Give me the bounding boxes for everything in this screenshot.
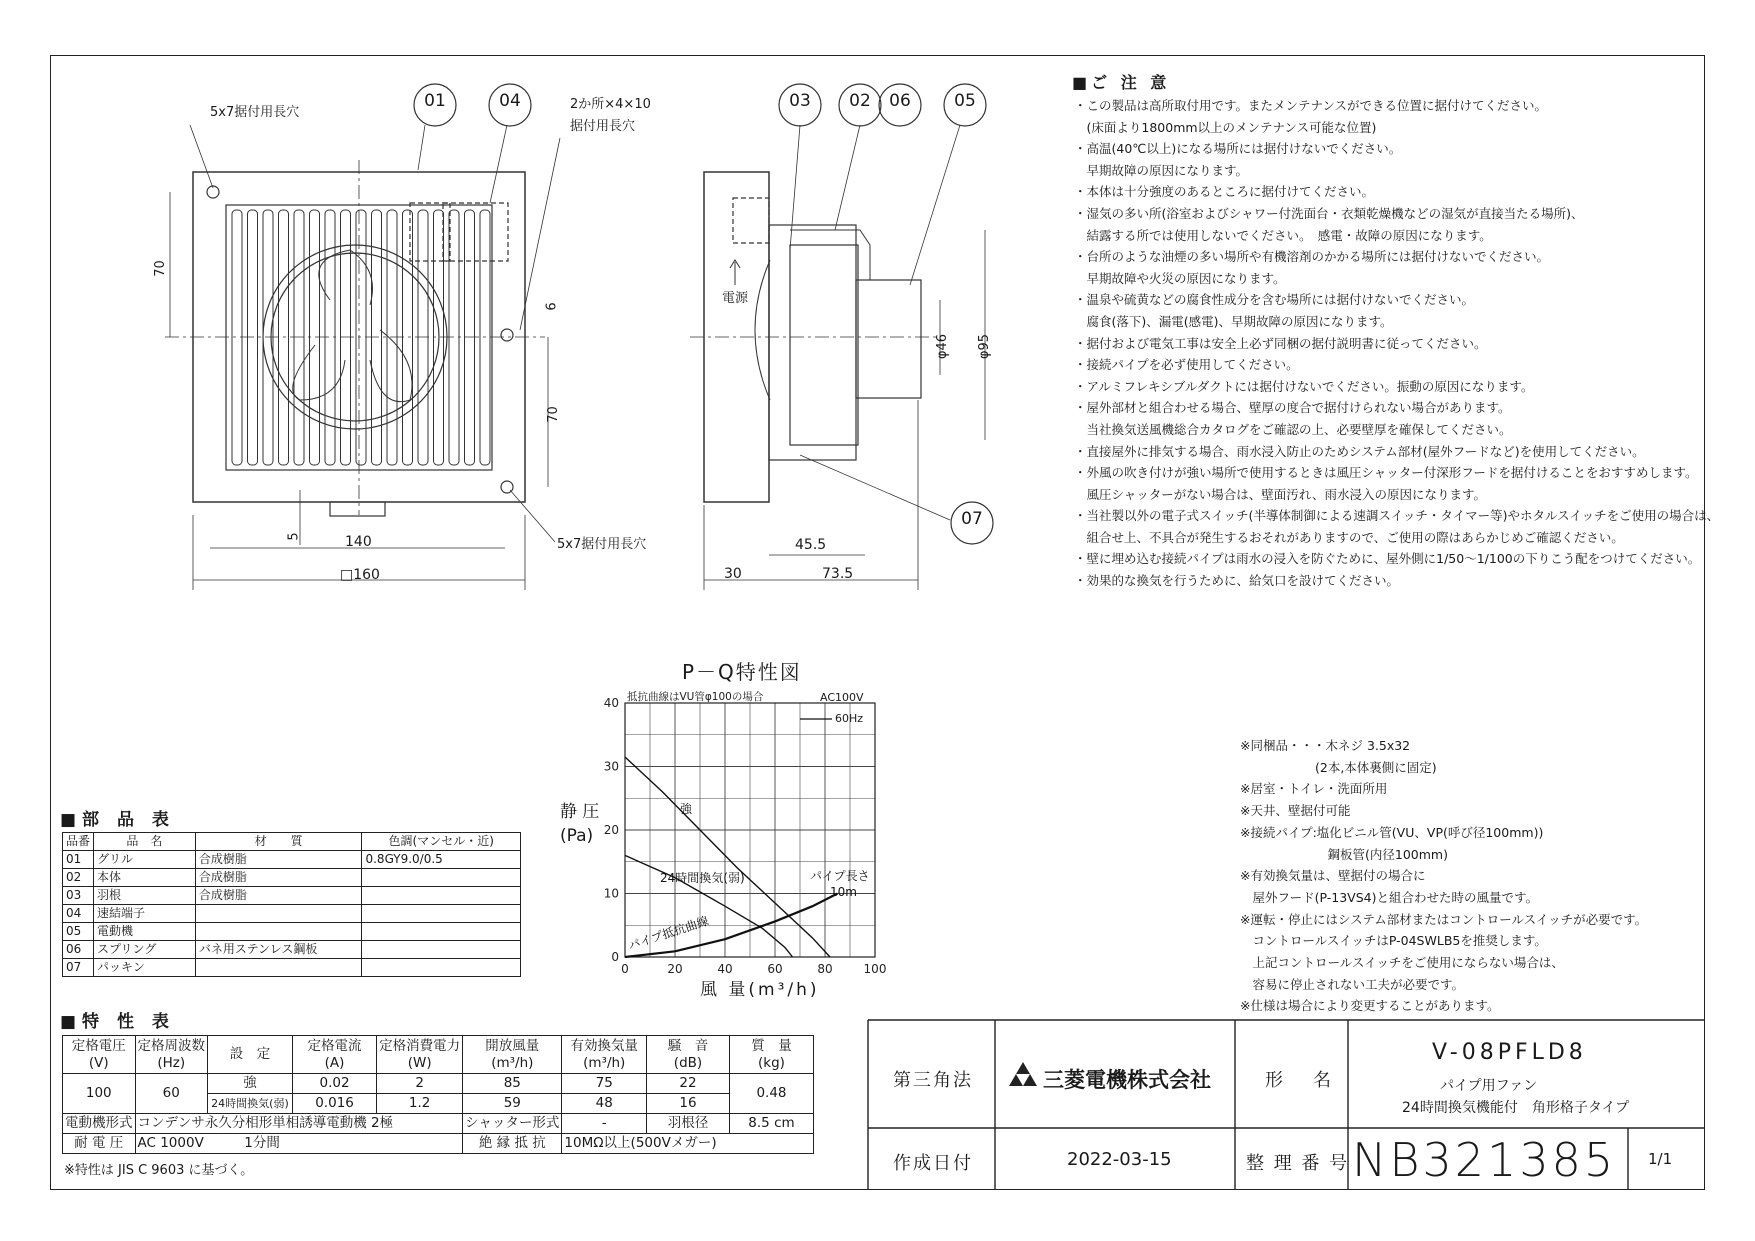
parts-cell: グリル	[94, 851, 196, 869]
x-tick-label: 0	[621, 962, 629, 976]
parts-cell: 02	[63, 869, 94, 887]
shutter-label: シャッター形式	[463, 1114, 562, 1134]
parts-cell: 04	[63, 905, 94, 923]
note-line: ※同梱品・・・木ネジ 3.5x32	[1240, 738, 1411, 753]
h-setting: 設 定	[208, 1036, 293, 1074]
parts-header-cell: 品 名	[94, 833, 196, 851]
caution-line: ・接続パイプを必ず使用してください。	[1074, 357, 1299, 373]
caution-line: ・外風の吹き付けが強い場所で使用するときは風圧シャッター付深形フードを据付けることをおすすめします。	[1074, 465, 1698, 481]
caution-line: ・アルミフレキシブルダクトには据付けないでください。振動の原因になります。	[1074, 378, 1534, 394]
parts-cell: 05	[63, 923, 94, 941]
dim-45-5: 45.5	[795, 537, 827, 553]
page-number: 1/1	[1648, 1150, 1673, 1168]
blade-label: 羽根径	[647, 1114, 730, 1134]
note-line: ※仕様は場合により変更することがあります。	[1240, 998, 1500, 1014]
annotation-label: 10m	[830, 885, 857, 899]
h-mass: 質 量 (kg)	[729, 1036, 813, 1074]
y-tick-label: 30	[603, 759, 619, 774]
note-line: コントロールスイッチはP-04SWLB5を推奨します。	[1240, 933, 1547, 949]
parts-cell: 合成樹脂	[195, 851, 362, 869]
open-strong: 85	[463, 1074, 562, 1094]
note-line: (2本,本体裏側に固定)	[1240, 759, 1437, 775]
h-freq: 定格周波数 (Hz)	[135, 1036, 208, 1074]
parts-cell: 合成樹脂	[195, 869, 362, 887]
insulation-label: 絶 縁 抵 抗	[463, 1134, 562, 1154]
open-weak: 59	[463, 1094, 562, 1114]
parts-cell: 本体	[94, 869, 196, 887]
caution-line: ・当社製以外の電子式スイッチ(半導体制御による速調スイッチ・タイマー等)やホタルスイッチをご使用の場合は、	[1074, 508, 1720, 524]
eff-weak: 48	[562, 1094, 647, 1114]
series-label: パイプ抵抗曲線	[626, 913, 711, 953]
current-strong: 0.02	[292, 1074, 376, 1094]
dim-phi95: φ95	[977, 333, 993, 360]
parts-header-cell: 品番	[63, 833, 94, 851]
dim-160: □160	[340, 567, 380, 583]
parts-cell: 0.8GY9.0/0.5	[362, 851, 521, 869]
y-tick-label: 10	[603, 886, 619, 901]
parts-cell: 合成樹脂	[195, 887, 362, 905]
parts-cell: 07	[63, 959, 94, 977]
caution-line: 早期故障の原因になります。	[1074, 162, 1249, 178]
h-current: 定格電流 (A)	[292, 1036, 376, 1074]
h-eff: 有効換気量 (m³/h)	[562, 1036, 647, 1074]
hole-label: 2か所×4×10	[570, 97, 651, 112]
y-tick-label: 0	[611, 950, 619, 964]
annotation-label: パイプ長さ	[810, 869, 870, 883]
caution-line: ・効果的な換気を行うために、給気口を設けてください。	[1074, 573, 1400, 589]
caution-line: 組合せ上、不具合が発生するおそれがありますので、ご使用の際はあらかじめご確認ください。	[1074, 529, 1624, 545]
h-open: 開放風量 (m³/h)	[463, 1036, 562, 1074]
callout-07: 07	[961, 509, 983, 529]
chart-note: 抵抗曲線はVU管φ100の場合	[627, 691, 764, 703]
caution-line: 風圧シャッターがない場合は、壁面汚れ、雨水浸入の原因になります。	[1074, 486, 1487, 502]
parts-cell: パッキン	[94, 959, 196, 977]
caution-line: ・湿気の多い所(浴室およびシャワー付洗面台・衣類乾燥機などの湿気が直接当たる場所)、	[1074, 205, 1584, 221]
parts-cell: 03	[63, 887, 94, 905]
dim-5: 5	[286, 532, 302, 541]
dim-73-5: 73.5	[822, 566, 854, 582]
callout-04: 04	[499, 91, 521, 111]
note-line: 上記コントロールスイッチをご使用にならない場合は、	[1240, 955, 1564, 971]
parts-cell: 06	[63, 941, 94, 959]
chart-title: P－Q特性図	[682, 660, 802, 684]
x-tick-label: 40	[717, 962, 733, 976]
note-line: 容易に停止されない工夫が必要です。	[1240, 976, 1465, 992]
note-line: ※居室・トイレ・洗面所用	[1240, 781, 1388, 797]
noise-weak: 16	[647, 1094, 730, 1114]
withstand-label: 耐 電 圧	[63, 1134, 136, 1154]
caution-line: (床面より1800mm以上のメンテナンス可能な位置)	[1074, 119, 1377, 135]
note-line: 屋外フード(P-13VS4)と組合わせた時の風量です。	[1240, 889, 1538, 905]
chart-ylabel: 静 圧 (Pa)	[560, 802, 600, 846]
blade-value: 8.5 cm	[729, 1114, 813, 1134]
caution-title: ■ご 注 意	[1072, 73, 1171, 92]
power-strong: 2	[377, 1074, 463, 1094]
parts-title: ■部 品 表	[60, 810, 175, 830]
model-desc-1: パイプ用ファン	[1440, 1078, 1538, 1094]
setting-weak: 24時間換気(弱)	[208, 1094, 293, 1114]
setting-strong: 強	[208, 1074, 293, 1094]
projection-label: 第三角法	[893, 1070, 973, 1091]
dim-30: 30	[724, 566, 742, 582]
series-label: 24時間換気(弱)	[660, 871, 745, 885]
callout-05: 05	[954, 91, 976, 111]
caution-line: ・本体は十分強度のあるところに据付けてください。	[1074, 184, 1375, 200]
x-tick-label: 60	[767, 962, 783, 976]
parts-cell: スプリング	[94, 941, 196, 959]
number-label: 整 理 番 号	[1246, 1153, 1350, 1174]
eff-strong: 75	[562, 1074, 647, 1094]
callout-03: 03	[789, 91, 811, 111]
h-noise: 騒 音 (dB)	[647, 1036, 730, 1074]
dim-6: 6	[544, 302, 560, 311]
caution-line: ・温泉や硫黄などの腐食性成分を含む場所には据付けないでください。	[1074, 292, 1475, 308]
dim-140: 140	[345, 534, 372, 550]
date-label: 作成日付	[893, 1153, 973, 1174]
power-label: 電源	[722, 291, 749, 306]
caution-line: 結露する所では使用しないでください。 感電・故障の原因になります。	[1074, 227, 1492, 243]
slot-label-top-left: 5x7据付用長穴	[210, 105, 300, 120]
parts-cell: 速結端子	[94, 905, 196, 923]
parts-header-cell: 材 質	[195, 833, 362, 851]
val-freq: 60	[135, 1074, 208, 1114]
x-tick-label: 80	[817, 962, 833, 976]
parts-cell: バネ用ステンレス鋼板	[195, 941, 362, 959]
caution-line: ・据付および電気工事は安全上必ず同梱の据付説明書に従ってください。	[1074, 335, 1487, 351]
note-line: ※有効換気量は、壁据付の場合に	[1240, 868, 1426, 884]
parts-cell: 電動機	[94, 923, 196, 941]
dim-phi46: φ46	[935, 333, 951, 360]
caution-line: ・台所のような油煙の多い場所や有機溶剤のかかる場所には据付けないでください。	[1074, 249, 1550, 265]
h-voltage: 定格電圧 (V)	[63, 1036, 136, 1074]
caution-line: 早期故障や火災の原因になります。	[1074, 270, 1286, 286]
h-power: 定格消費電力 (W)	[377, 1036, 463, 1074]
hole-label-sub: 据付用長穴	[570, 119, 636, 134]
callout-02: 02	[849, 91, 871, 111]
caution-line: ・この製品は高所取付用です。またメンテナンスができる位置に据付けてください。	[1074, 98, 1548, 113]
x-tick-label: 100	[863, 962, 887, 976]
parts-cell: 01	[63, 851, 94, 869]
val-mass: 0.48	[729, 1074, 813, 1114]
y-tick-label: 20	[603, 823, 619, 837]
callout-06: 06	[889, 91, 911, 111]
model-label: 形 名	[1265, 1070, 1337, 1091]
series-label: 強	[680, 802, 693, 816]
power-weak: 1.2	[377, 1094, 463, 1114]
chart-legend: 60Hz	[835, 712, 864, 725]
chart-xlabel: 風 量(m³/h)	[700, 980, 820, 1000]
drawing-number: NB321385	[1352, 1133, 1617, 1187]
spec-footnote: ※特性は JIS C 9603 に基づく。	[64, 1163, 254, 1178]
caution-line: 腐食(落下)、漏電(感電)、早期故障の原因になります。	[1074, 313, 1393, 329]
current-weak: 0.016	[292, 1094, 376, 1114]
company-name: 三菱電機株式会社	[1043, 1068, 1211, 1092]
model-desc-2: 24時間換気機能付 角形格子タイプ	[1402, 1100, 1630, 1116]
dim-70-top: 70	[152, 260, 168, 277]
shutter-value: -	[562, 1114, 647, 1134]
chart-voltage: AC100V	[820, 691, 864, 704]
caution-line: ・壁に埋め込む接続パイプは雨水の浸入を防ぐために、屋外側に1/50～1/100の下りこう配をつけてください。	[1074, 551, 1701, 567]
callout-01: 01	[424, 91, 446, 111]
caution-line: ・直接屋外に排気する場合、雨水浸入防止のためシステム部材(屋外フードなど)を使用してください。	[1074, 443, 1645, 459]
spec-title: ■特 性 表	[60, 1012, 175, 1032]
caution-line: ・高温(40℃以上)になる場所には据付けないでください。	[1074, 141, 1402, 157]
parts-header-cell: 色調(マンセル・近)	[362, 833, 521, 851]
note-line: 鋼板管(内径100mm)	[1240, 846, 1448, 862]
parts-cell: 羽根	[94, 887, 196, 905]
y-tick-label: 40	[603, 696, 619, 710]
note-line: ※接続パイプ:塩化ビニル管(VU、VP(呼び径100mm))	[1240, 824, 1544, 840]
slot-label-bottom-right: 5x7据付用長穴	[557, 537, 647, 552]
dim-70-bottom: 70	[545, 406, 561, 423]
withstand-value: AC 1000V 1分間	[135, 1134, 463, 1154]
date-value: 2022-03-15	[1067, 1149, 1172, 1170]
x-tick-label: 20	[667, 962, 683, 976]
model-number: V-08PFLD8	[1432, 1040, 1587, 1065]
noise-strong: 22	[647, 1074, 730, 1094]
insulation-value: 10MΩ以上(500Vメガー)	[562, 1134, 814, 1154]
val-voltage: 100	[63, 1074, 136, 1114]
caution-line: ・屋外部材と組合わせる場合、壁厚の度合で据付けられない場合があります。	[1074, 400, 1511, 416]
note-line: ※運転・停止にはシステム部材またはコントロールスイッチが必要です。	[1240, 911, 1648, 927]
caution-line: 当社換気送風機総合カタログをご確認の上、必要壁厚を確保してください。	[1074, 421, 1512, 437]
motor-value: コンデンサ永久分相形単相誘導電動機 2極	[135, 1114, 463, 1134]
motor-label: 電動機形式	[63, 1114, 136, 1134]
note-line: ※天井、壁据付可能	[1240, 803, 1351, 819]
